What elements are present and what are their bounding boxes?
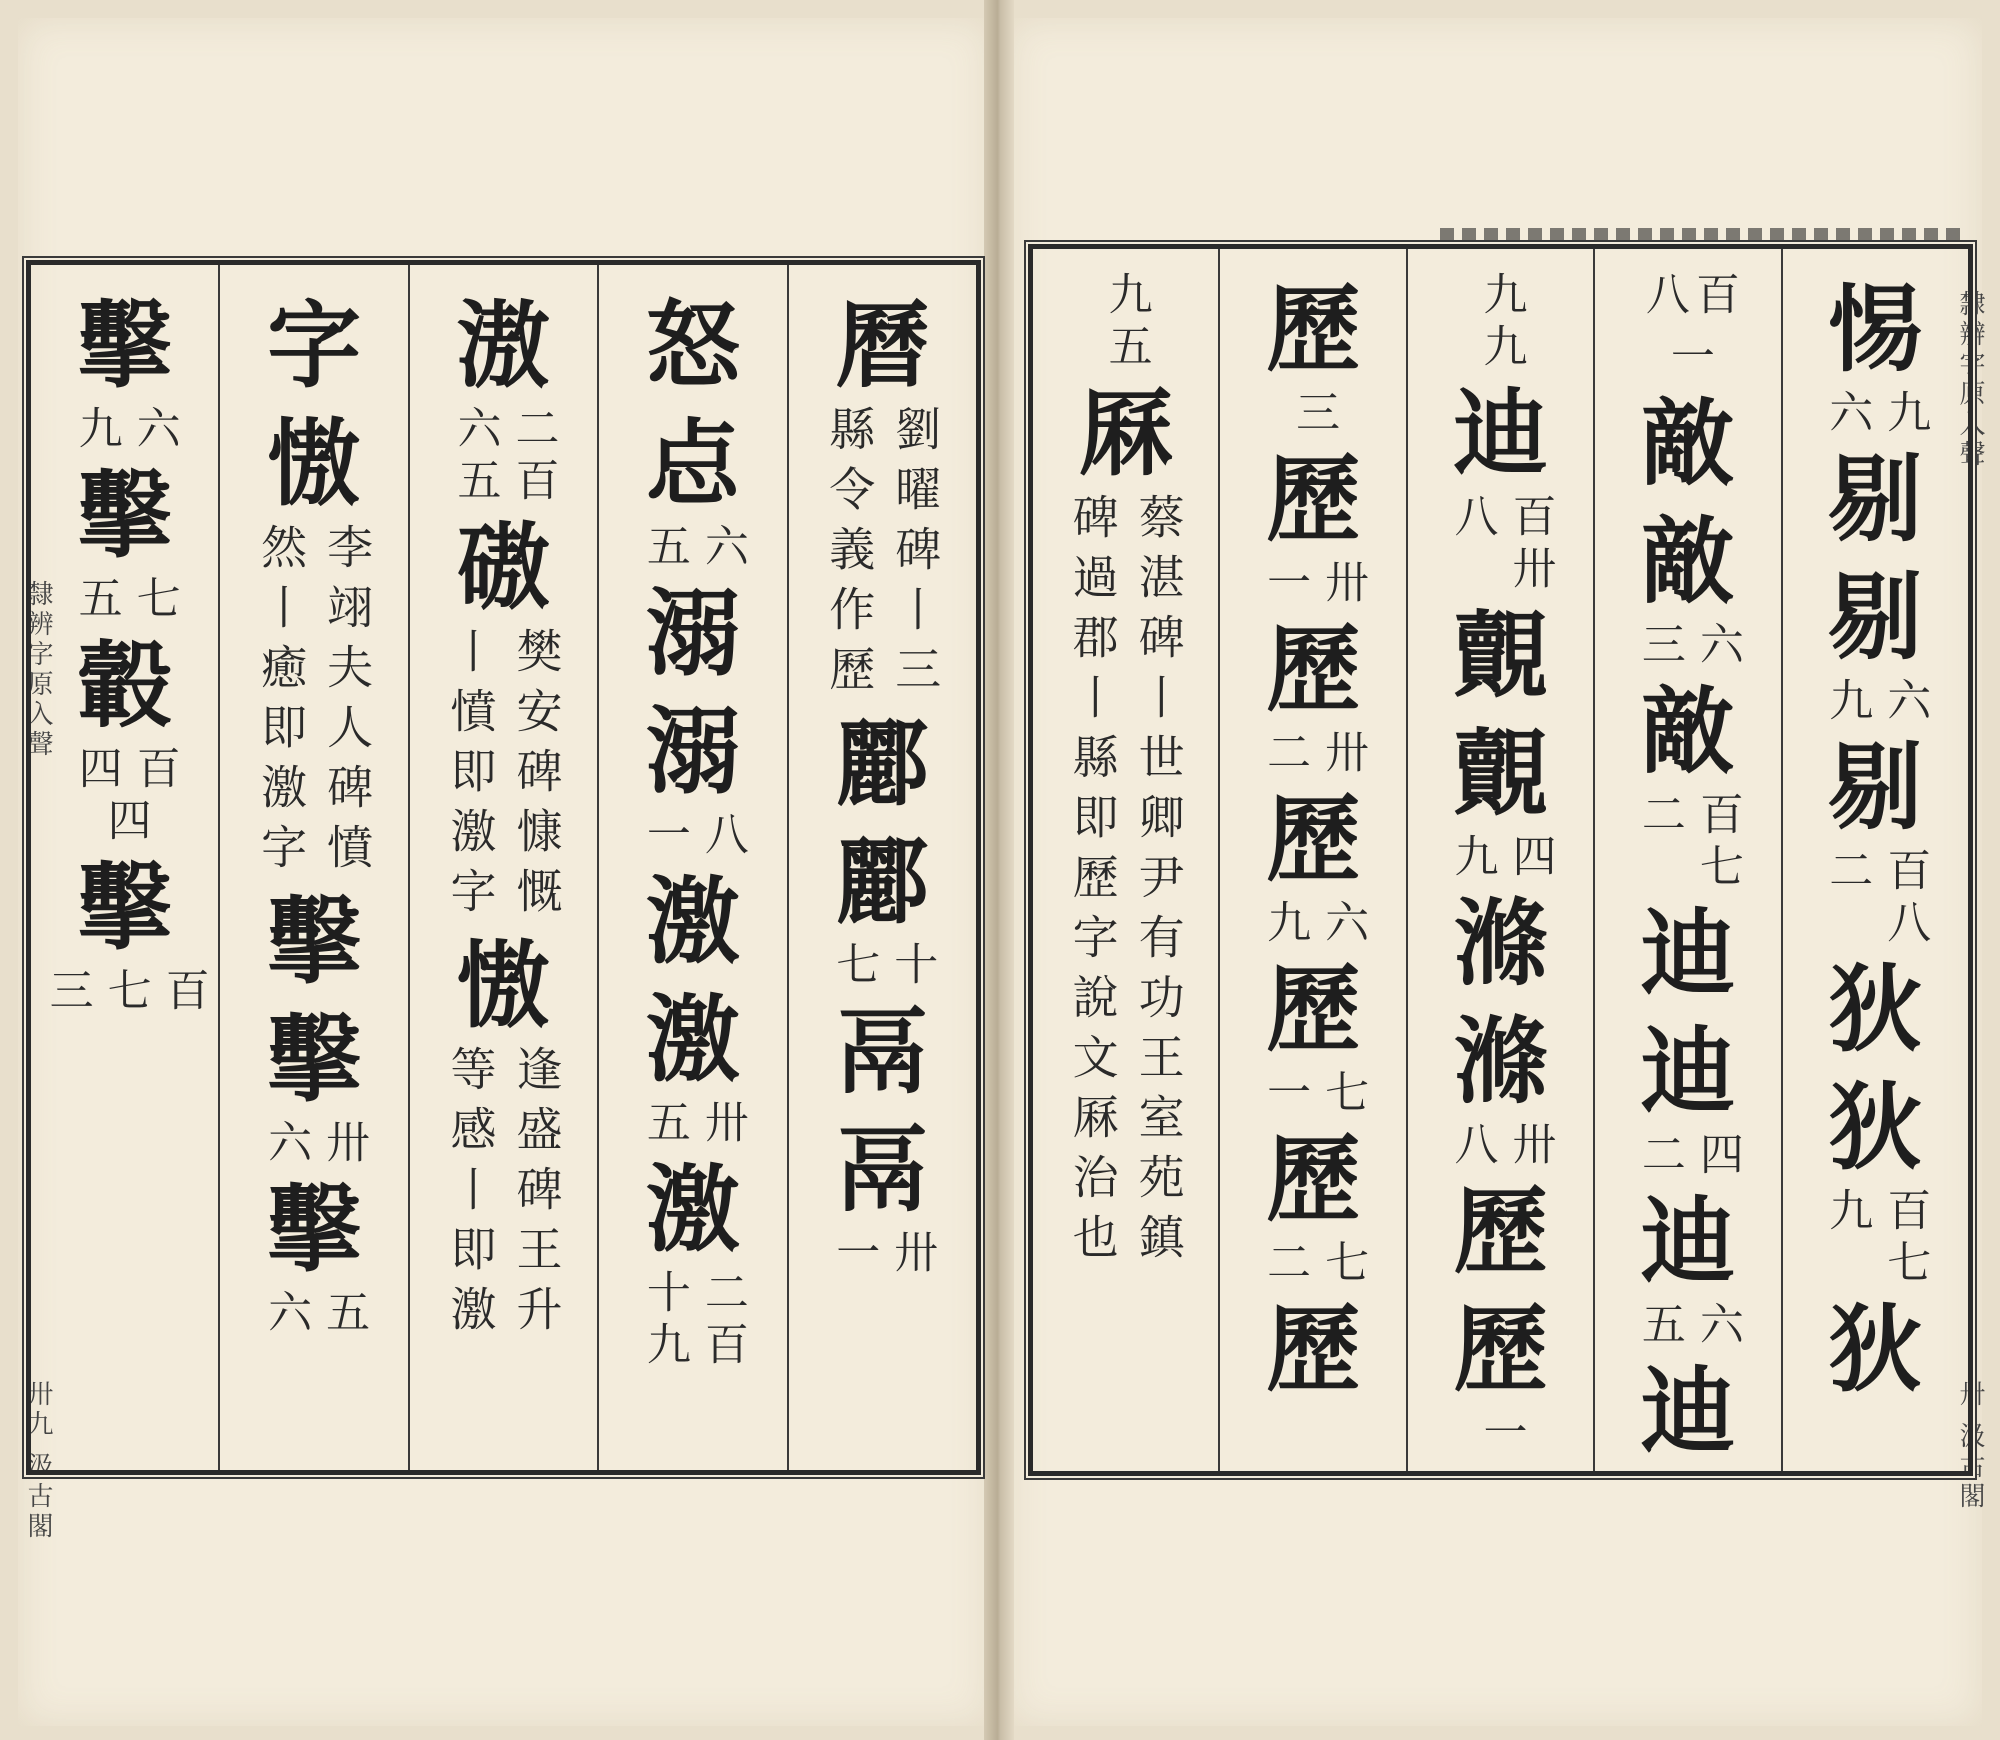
source-number — [449, 405, 557, 509]
column-head: 怒 — [645, 291, 740, 401]
clerical-glyph: 鬲 — [835, 1115, 930, 1225]
source-number-text: 一 — [1259, 1069, 1311, 1121]
source-number-text: 二百 — [507, 405, 559, 509]
right-column — [1218, 249, 1405, 1471]
source-number-text: 卅 — [1504, 1121, 1556, 1173]
source-number — [100, 797, 150, 849]
source-number — [1821, 1187, 1929, 1291]
source-number — [1259, 1239, 1367, 1291]
right-column — [1033, 249, 1218, 1471]
source-number-text: 八 — [1446, 493, 1498, 545]
clerical-glyph: 轂 — [77, 631, 172, 741]
source-number-text: 百七 — [1879, 1187, 1931, 1291]
left-column — [787, 265, 976, 1470]
source-number-text: 九 — [1446, 833, 1498, 885]
source-number — [1259, 559, 1367, 611]
annotation — [1065, 493, 1187, 1273]
clerical-glyph: 滌 — [1453, 1007, 1548, 1117]
source-number — [1446, 1121, 1554, 1173]
source-number — [1634, 791, 1742, 895]
source-number-text: 六 — [1317, 899, 1369, 951]
source-number — [1259, 899, 1367, 951]
source-number-text: 六 — [1691, 621, 1743, 673]
clerical-glyph: 歷 — [1453, 1295, 1548, 1405]
clerical-glyph: 狄 — [1828, 1073, 1923, 1183]
left-margin-folio: 卅九 汲古閣 — [23, 1380, 53, 1543]
column-head: 滶 — [456, 291, 551, 401]
source-number-text: 五 — [638, 1099, 690, 1151]
column-head: 歷 — [1266, 275, 1361, 385]
left-margin-title: 隸辨字原入聲 — [23, 580, 53, 760]
source-number-text: 三 — [1633, 621, 1685, 673]
source-number — [1634, 621, 1742, 673]
right-text-frame — [1028, 244, 1973, 1476]
annotation-text: 逢盛碑王升 — [509, 1045, 564, 1345]
book-gutter — [984, 0, 1014, 1740]
clerical-glyph: 覿 — [1453, 719, 1548, 829]
source-number-text: 四 — [99, 797, 151, 849]
clerical-glyph: 迪 — [1453, 379, 1548, 489]
source-number-text: 九 — [1259, 899, 1311, 951]
column-head: 九五 — [1100, 271, 1152, 375]
clerical-glyph: 敵 — [1640, 507, 1735, 617]
column-head: 百八 — [1637, 271, 1739, 323]
source-number-text: 六 — [260, 1119, 312, 1171]
source-number-text: 六 — [128, 405, 180, 457]
annotation-text: 樊安碑慷慨 — [509, 627, 564, 927]
source-number-text: 卅 — [886, 1229, 938, 1281]
source-number — [71, 745, 179, 797]
source-number-text: 四 — [1691, 1131, 1743, 1183]
column-head: 擊 — [77, 291, 172, 401]
clerical-glyph: 激 — [645, 867, 740, 977]
source-number-text: 一 — [638, 811, 690, 863]
source-number-text: 九 — [1821, 1187, 1873, 1239]
source-number-text: 五 — [318, 1289, 370, 1341]
annotation-text: 丨憤即激字 — [443, 627, 498, 927]
clerical-glyph: 擊 — [267, 1005, 362, 1115]
source-number — [1821, 677, 1929, 729]
source-number-text: 一 — [1662, 333, 1714, 385]
source-number-text: 七 — [828, 941, 880, 993]
clerical-glyph: 歷 — [1266, 955, 1361, 1065]
annotation — [253, 523, 375, 883]
clerical-glyph: 迪 — [1640, 1357, 1735, 1467]
right-margin-title: 隸辨字原入聲 — [1955, 290, 1985, 470]
column-head: 曆 — [835, 291, 930, 401]
source-number — [828, 1229, 936, 1281]
left-text-frame — [26, 260, 981, 1475]
source-number-text: 五 — [638, 523, 690, 575]
source-number-text: 八 — [1446, 1121, 1498, 1173]
source-number-text: 二 — [1821, 847, 1873, 899]
source-number — [1259, 1069, 1367, 1121]
left-column — [408, 265, 597, 1470]
source-number — [1821, 389, 1929, 441]
clerical-glyph: 溺 — [645, 579, 740, 689]
right-columns — [1033, 249, 1968, 1471]
clerical-glyph: 剔 — [1828, 445, 1923, 555]
source-number — [71, 405, 179, 457]
clerical-glyph: 狄 — [1828, 955, 1923, 1065]
annotation-text: 蔡湛碑丨世卿尹有功王室苑鎮 — [1131, 493, 1186, 1273]
source-number-text: 六 — [1691, 1301, 1743, 1353]
source-number — [260, 1119, 368, 1171]
source-number-text: 二 — [1633, 791, 1685, 843]
source-number-text: 六 — [1821, 389, 1873, 441]
source-number-text: 五 — [70, 575, 122, 627]
source-number-text: 七 — [128, 575, 180, 627]
source-number-text: 卅 — [696, 1099, 748, 1151]
clerical-glyph: 擊 — [267, 1175, 362, 1285]
source-number-text: 八 — [696, 811, 748, 863]
source-number-text: 百八 — [1879, 847, 1931, 951]
source-number — [1634, 1301, 1742, 1353]
left-column — [31, 265, 218, 1470]
source-number — [828, 941, 936, 993]
right-column — [1406, 249, 1593, 1471]
clerical-glyph: 歷 — [1266, 615, 1361, 725]
annotation-text: 劉曜碑丨三 — [888, 405, 943, 705]
source-number-text: 百 — [157, 967, 209, 1019]
source-number-text: 二 — [1633, 1131, 1685, 1183]
column-head: 字 — [267, 291, 362, 401]
source-number-text: 六 — [260, 1289, 312, 1341]
annotation-text: 等感丨即激 — [443, 1045, 498, 1345]
annotation — [442, 627, 564, 927]
left-column — [218, 265, 407, 1470]
clerical-glyph: 激 — [645, 985, 740, 1095]
source-number — [639, 1269, 747, 1373]
source-number-text: 五 — [1633, 1301, 1685, 1353]
clerical-glyph: 剔 — [1828, 733, 1923, 843]
clerical-glyph: 迪 — [1640, 1017, 1735, 1127]
source-number-text: 百七 — [1691, 791, 1743, 895]
source-number — [1663, 333, 1713, 385]
clerical-glyph: 酈 — [835, 827, 930, 937]
source-number-text: 七 — [99, 967, 151, 1019]
source-number-text: 十 — [886, 941, 938, 993]
source-number-text: 六五 — [449, 405, 501, 509]
source-number-text: 三 — [1288, 389, 1340, 441]
source-number — [42, 967, 208, 1019]
annotation-text: 然丨癒即激字 — [254, 523, 309, 883]
clerical-glyph: 擊 — [77, 461, 172, 571]
source-number-text: 九 — [1879, 389, 1931, 441]
source-number-text: 二 — [1259, 729, 1311, 781]
clerical-glyph: 擊 — [77, 853, 172, 963]
right-column — [1593, 249, 1780, 1471]
source-number-text: 二百 — [696, 1269, 748, 1373]
clerical-glyph: 慠 — [267, 409, 362, 519]
source-number — [1475, 1409, 1525, 1461]
clerical-glyph: 㤐 — [645, 409, 740, 519]
annotation-text: 李翊夫人碑憤 — [320, 523, 375, 883]
source-number-text: 百卅 — [1504, 493, 1556, 597]
left-columns — [31, 265, 976, 1470]
clerical-glyph: 歷 — [1266, 1295, 1361, 1405]
clerical-glyph: 歷 — [1266, 445, 1361, 555]
clerical-glyph: 敵 — [1640, 389, 1735, 499]
clerical-glyph: 磝 — [456, 513, 551, 623]
left-column — [597, 265, 786, 1470]
source-number-text: 百 — [128, 745, 180, 797]
source-number-text: 卅 — [1317, 729, 1369, 781]
clerical-glyph: 歷 — [1266, 785, 1361, 895]
ink-smudge — [1440, 228, 1960, 244]
source-number-text: 七 — [1317, 1069, 1369, 1121]
clerical-glyph: 敵 — [1640, 677, 1735, 787]
source-number — [1634, 1131, 1742, 1183]
source-number — [1259, 729, 1367, 781]
source-number-text: 九 — [70, 405, 122, 457]
clerical-glyph: 溺 — [645, 697, 740, 807]
source-number-text: 十九 — [638, 1269, 690, 1373]
clerical-glyph: 激 — [645, 1155, 740, 1265]
source-number-text: 四 — [1504, 833, 1556, 885]
clerical-glyph: 覿 — [1453, 601, 1548, 711]
clerical-glyph: 迪 — [1640, 899, 1735, 1009]
source-number-text: 六 — [696, 523, 748, 575]
source-number-text: 二 — [1259, 1239, 1311, 1291]
source-number-text: 三 — [41, 967, 93, 1019]
clerical-glyph: 滌 — [1453, 889, 1548, 999]
clerical-glyph: 厤 — [1078, 379, 1173, 489]
clerical-glyph: 歷 — [1266, 1125, 1361, 1235]
right-column — [1781, 249, 1968, 1471]
clerical-glyph: 鬲 — [835, 997, 930, 1107]
source-number-text: 七 — [1317, 1239, 1369, 1291]
source-number — [260, 1289, 368, 1341]
source-number — [71, 575, 179, 627]
clerical-glyph: 剔 — [1828, 563, 1923, 673]
clerical-glyph: 擊 — [267, 887, 362, 997]
source-number-text: 卅 — [318, 1119, 370, 1171]
source-number-text: 九 — [1821, 677, 1873, 729]
right-margin-folio: 卅 汲古閣 — [1955, 1380, 1985, 1513]
source-number — [1821, 847, 1929, 951]
source-number — [1446, 833, 1554, 885]
clerical-glyph: 酈 — [835, 709, 930, 819]
source-number — [639, 1099, 747, 1151]
column-head: 惕 — [1828, 275, 1923, 385]
source-number — [639, 523, 747, 575]
source-number-text: 四 — [70, 745, 122, 797]
annotation — [442, 1045, 564, 1345]
annotation — [821, 405, 943, 705]
annotation-text: 縣令義作歷 — [822, 405, 877, 705]
source-number — [639, 811, 747, 863]
source-number — [1288, 389, 1338, 441]
clerical-glyph: 歷 — [1453, 1177, 1548, 1287]
source-number-text: 卅 — [1317, 559, 1369, 611]
source-number-text: 六 — [1879, 677, 1931, 729]
annotation-text: 碑過郡丨縣即歷字說文厤治也 — [1065, 493, 1120, 1273]
column-head: 九九 — [1475, 271, 1527, 375]
source-number-text: 一 — [1259, 559, 1311, 611]
clerical-glyph: 迪 — [1640, 1187, 1735, 1297]
clerical-glyph: 慠 — [456, 931, 551, 1041]
source-number — [1446, 493, 1554, 597]
source-number-text: 一 — [1475, 1409, 1527, 1461]
source-number-text: 一 — [828, 1229, 880, 1281]
clerical-glyph: 狄 — [1828, 1295, 1923, 1405]
